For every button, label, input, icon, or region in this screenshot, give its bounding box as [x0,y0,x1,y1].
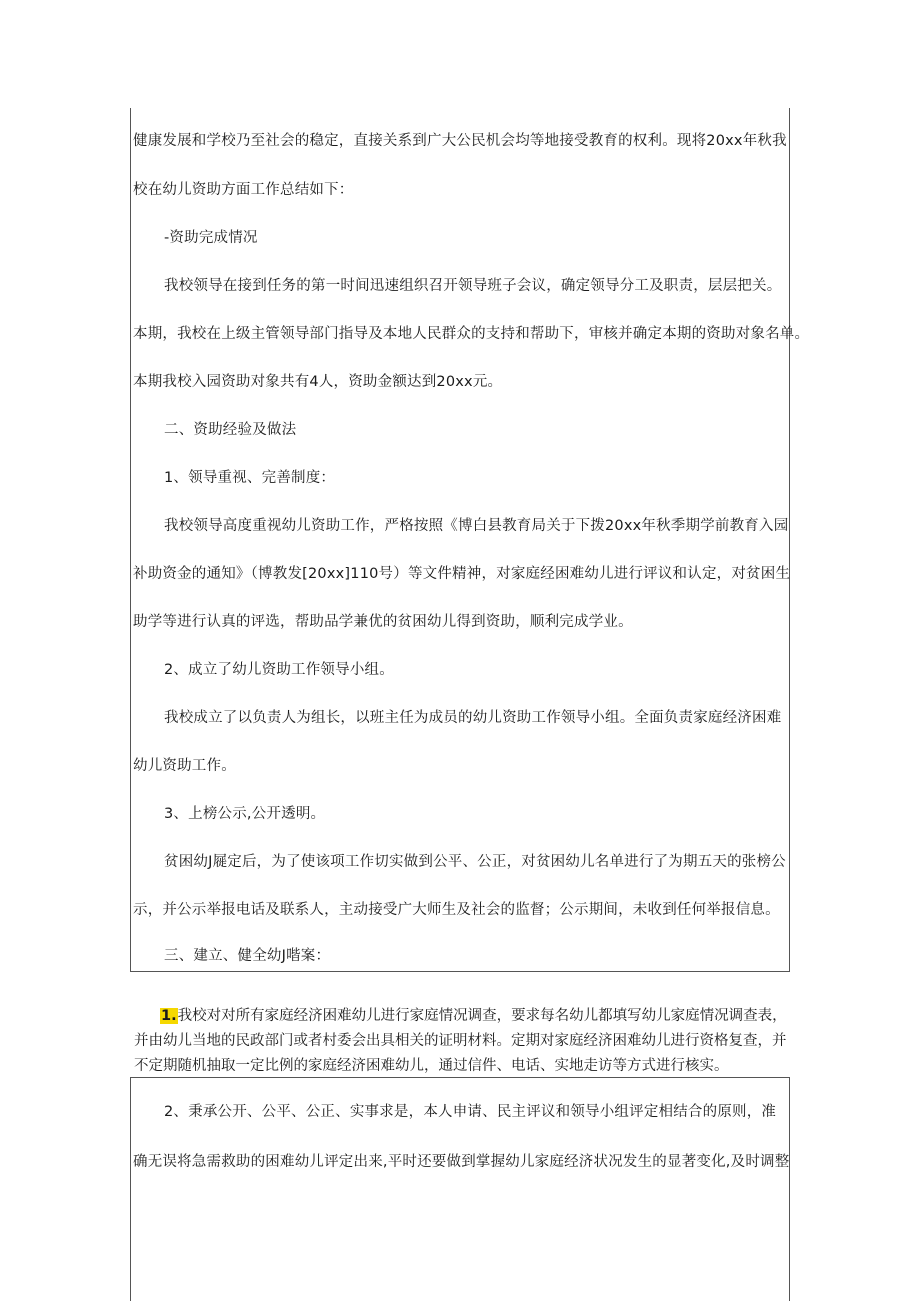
text-line-6: 本期我校入园资助对象共有4人，资助金额达到20xx元。 [133,374,503,390]
free-paragraph-line-1 [160,1005,790,1027]
subheading-text-line-1: 2、秉承公开、公平、公正、实事求是，本人申请、民主评议和领导小组评定相结合的原则，准 [164,1104,777,1120]
text-line-13: 我校成立了以负责人为组长，以班主任为成员的幼儿资助工作领导小组。全面负责家庭经济困难 [164,710,782,726]
free-paragraph-line-2: 并由幼儿当地的民政部门或者村委会出具相关的证明材料。定期对家庭经济困难幼儿进行资格复查，并 [134,1033,787,1049]
text-line-last: 确无误将急需救助的困难幼儿评定出来,平时还要做到掌握幼儿家庭经济状况发生的显著变化,及时调整 [133,1154,790,1170]
free-paragraph-line-3: 不定期随机抽取一定比例的家庭经济困难幼儿，通过信件、电话、实地走访等方式进行核实。 [134,1058,729,1074]
text-line-11: 助学等进行认真的评选，帮助品学兼优的贫困幼儿得到资助，顺利完成学业。 [133,614,633,630]
text-line-16: 贫困幼J屣定后，为了使该项工作切实做到公平、公正，对贫困幼儿名单进行了为期五天的张榜公 [164,854,786,870]
text-line-4: 我校领导在接到任务的第一时间迅速组织召开领导班子会议，确定领导分工及职责，层层把关。 [164,278,782,294]
free-line-1-text: 我校对对所有家庭经济困难幼儿进行家庭情况调查，要求每名幼儿都填写幼儿家庭情况调查表， [177,1008,787,1024]
text-line-10: 补助资金的通知》（博教发[20xx]110号）等文件精神，对家庭经困难幼儿进行评议和认定，对贫困生 [133,566,791,582]
text-line-2: 校在幼儿资助方面工作总结如下： [133,182,354,198]
section-heading-1: -资助完成情况 [164,230,258,246]
highlighted-number-marker: 1. [161,1008,177,1024]
text-line-17: 示，并公示举报电话及联系人，主动接受广大师生及社会的监督；公示期间，未收到任何举报信息。 [133,902,780,918]
text-line-1: 健康发展和学校乃至社会的稳定，直接关系到广大公民机会均等地接受教育的权利。现将20xx年秋我 [133,133,787,149]
text-line-14: 幼儿资助工作。 [133,758,236,774]
subheading-2: 2、成立了幼儿资助工作领导小组。 [164,662,394,678]
subheading-1: 1、领导重视、完善制度： [164,470,336,486]
subheading-3: 3、上榜公示,公开透明。 [164,806,326,822]
section-heading-3: 三、建立、健全幼J喈案： [164,948,331,964]
text-line-9: 我校领导高度重视幼儿资助工作，严格按照《博白县教育局关于下拨20xx年秋季期学前教育入园 [164,518,789,534]
section-heading-2: 二、资助经验及做法 [164,422,297,438]
text-line-5: 本期，我校在上级主管领导部门指导及本地人民群众的支持和帮助下，审核并确定本期的资助对象名单。 [133,326,810,342]
